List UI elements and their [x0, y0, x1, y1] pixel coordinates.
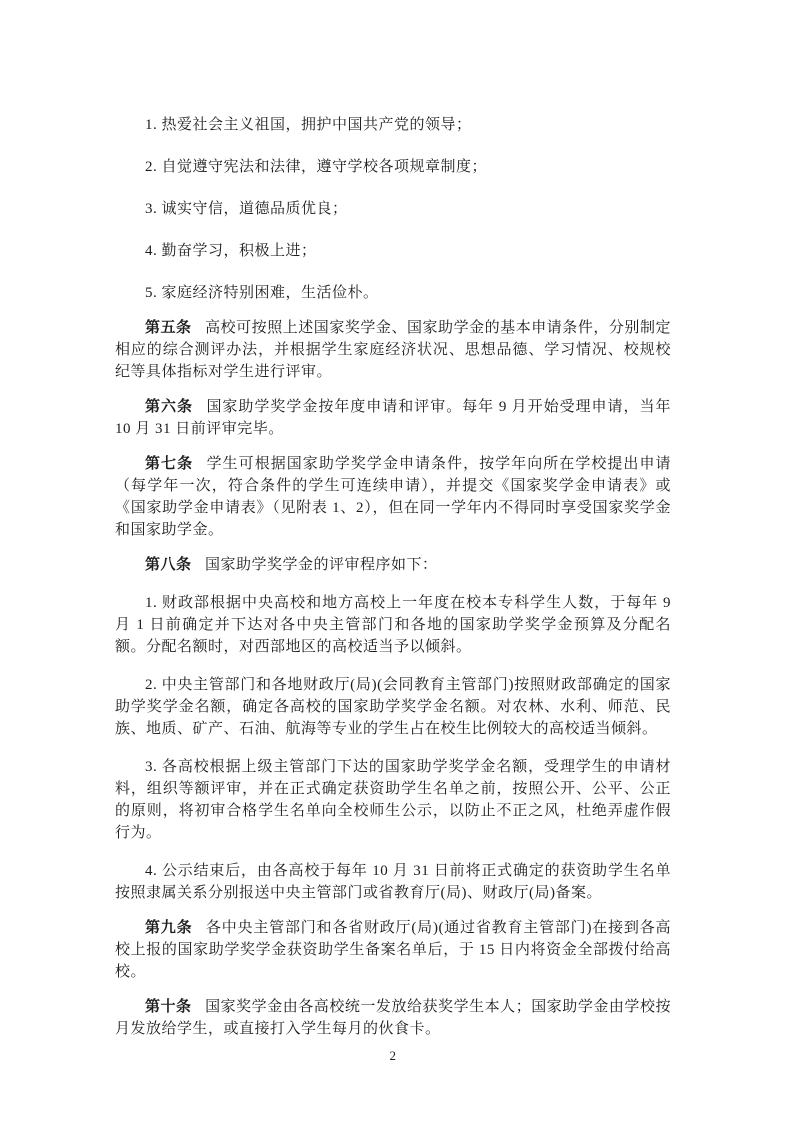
paragraph-text: 国家助学奖学金按年度申请和评审。每年 9 月开始受理申请，当年 10 月 31 日前评审完毕。	[115, 399, 671, 437]
article-5	[115, 317, 671, 383]
paragraph-text: 1. 财政部根据中央高校和地方高校上一年度在校本专科学生人数，于每年 9 月 1 日前确定并下达对各中央主管部门和各地的国家助学奖学金预算及分配名额。分配名额时，对西部地区的高校适当予以倾斜。	[115, 595, 671, 655]
paragraph-text: 1. 热爱社会主义祖国，拥护中国共产党的领导；	[145, 117, 472, 133]
article-9	[115, 917, 671, 983]
paragraph-text: 各中央主管部门和各省财政厅(局)(通过省教育主管部门)在接到各高校上报的国家助学奖学金获资助学生备案名单后，于 15 日内将资金全部拨付给高校。	[115, 920, 671, 980]
list-item-2	[115, 156, 671, 178]
paragraph-text: 国家奖学金由各高校统一发放给获奖学生本人；国家助学金由学校按月发放给学生，或直接打入学生每月的伙食卡。	[115, 999, 671, 1037]
list-item-4	[115, 240, 671, 262]
paragraph-text: 4. 公示结束后，由各高校于每年 10 月 31 日前将正式确定的获资助学生名单按照隶属关系分别报送中央主管部门或省教育厅(局)、财政厅(局)备案。	[115, 863, 671, 901]
article-label: 第八条	[145, 557, 192, 573]
list-item-1	[115, 114, 671, 136]
paragraph-text: 4. 勤奋学习，积极上进；	[145, 243, 317, 259]
procedure-item-3	[115, 756, 671, 844]
paragraph-text: 3. 诚实守信，道德品质优良；	[145, 201, 348, 217]
procedure-item-1	[115, 592, 671, 658]
procedure-item-2	[115, 674, 671, 740]
article-7	[115, 453, 671, 541]
paragraph-text: 2. 自觉遵守宪法和法律，遵守学校各项规章制度；	[145, 159, 488, 175]
paragraph-text: 国家助学奖学金的评审程序如下：	[205, 557, 438, 573]
paragraph-text: 2. 中央主管部门和各地财政厅(局)(会同教育主管部门)按照财政部确定的国家助学奖学金名额，确定各高校的国家助学奖学金名额。对农林、水利、师范、民族、地质、矿产、石油、航海等专业的学生占在校生比例较大的高校适当倾斜。	[115, 677, 671, 737]
article-8	[115, 554, 671, 576]
paragraph-text: 高校可按照上述国家奖学金、国家助学金的基本申请条件，分别制定相应的综合测评办法，并根据学生家庭经济状况、思想品德、学习情况、校规校纪等具体指标对学生进行评审。	[115, 320, 671, 380]
list-item-3	[115, 198, 671, 220]
article-6	[115, 396, 671, 440]
article-label: 第十条	[145, 999, 192, 1015]
article-label: 第五条	[145, 320, 192, 336]
paragraph-text: 5. 家庭经济特别困难，生活俭朴。	[145, 285, 379, 301]
page-number: 2	[389, 1048, 397, 1063]
article-10	[115, 996, 671, 1040]
article-label: 第六条	[145, 399, 193, 415]
paragraph-text: 3. 各高校根据上级主管部门下达的国家助学奖学金名额，受理学生的申请材料，组织等额评审，并在正式确定获资助学生名单之前，按照公开、公平、公正的原则，将初审合格学生名单向全校师生公示，以防止不正之风，杜绝弄虚作假行为。	[115, 759, 671, 841]
article-label: 第七条	[145, 456, 194, 472]
article-label: 第九条	[145, 920, 193, 936]
list-item-5	[115, 282, 671, 304]
paragraph-text: 学生可根据国家助学奖学金申请条件，按学年向所在学校提出申请（每学年一次，符合条件的学生可连续申请），并提交《国家奖学金申请表》或《国家助学金申请表》（见附表 1、2），但在同一学年内不得同时享受国家奖学金和国家助学金。	[115, 456, 671, 538]
procedure-item-4	[115, 860, 671, 904]
